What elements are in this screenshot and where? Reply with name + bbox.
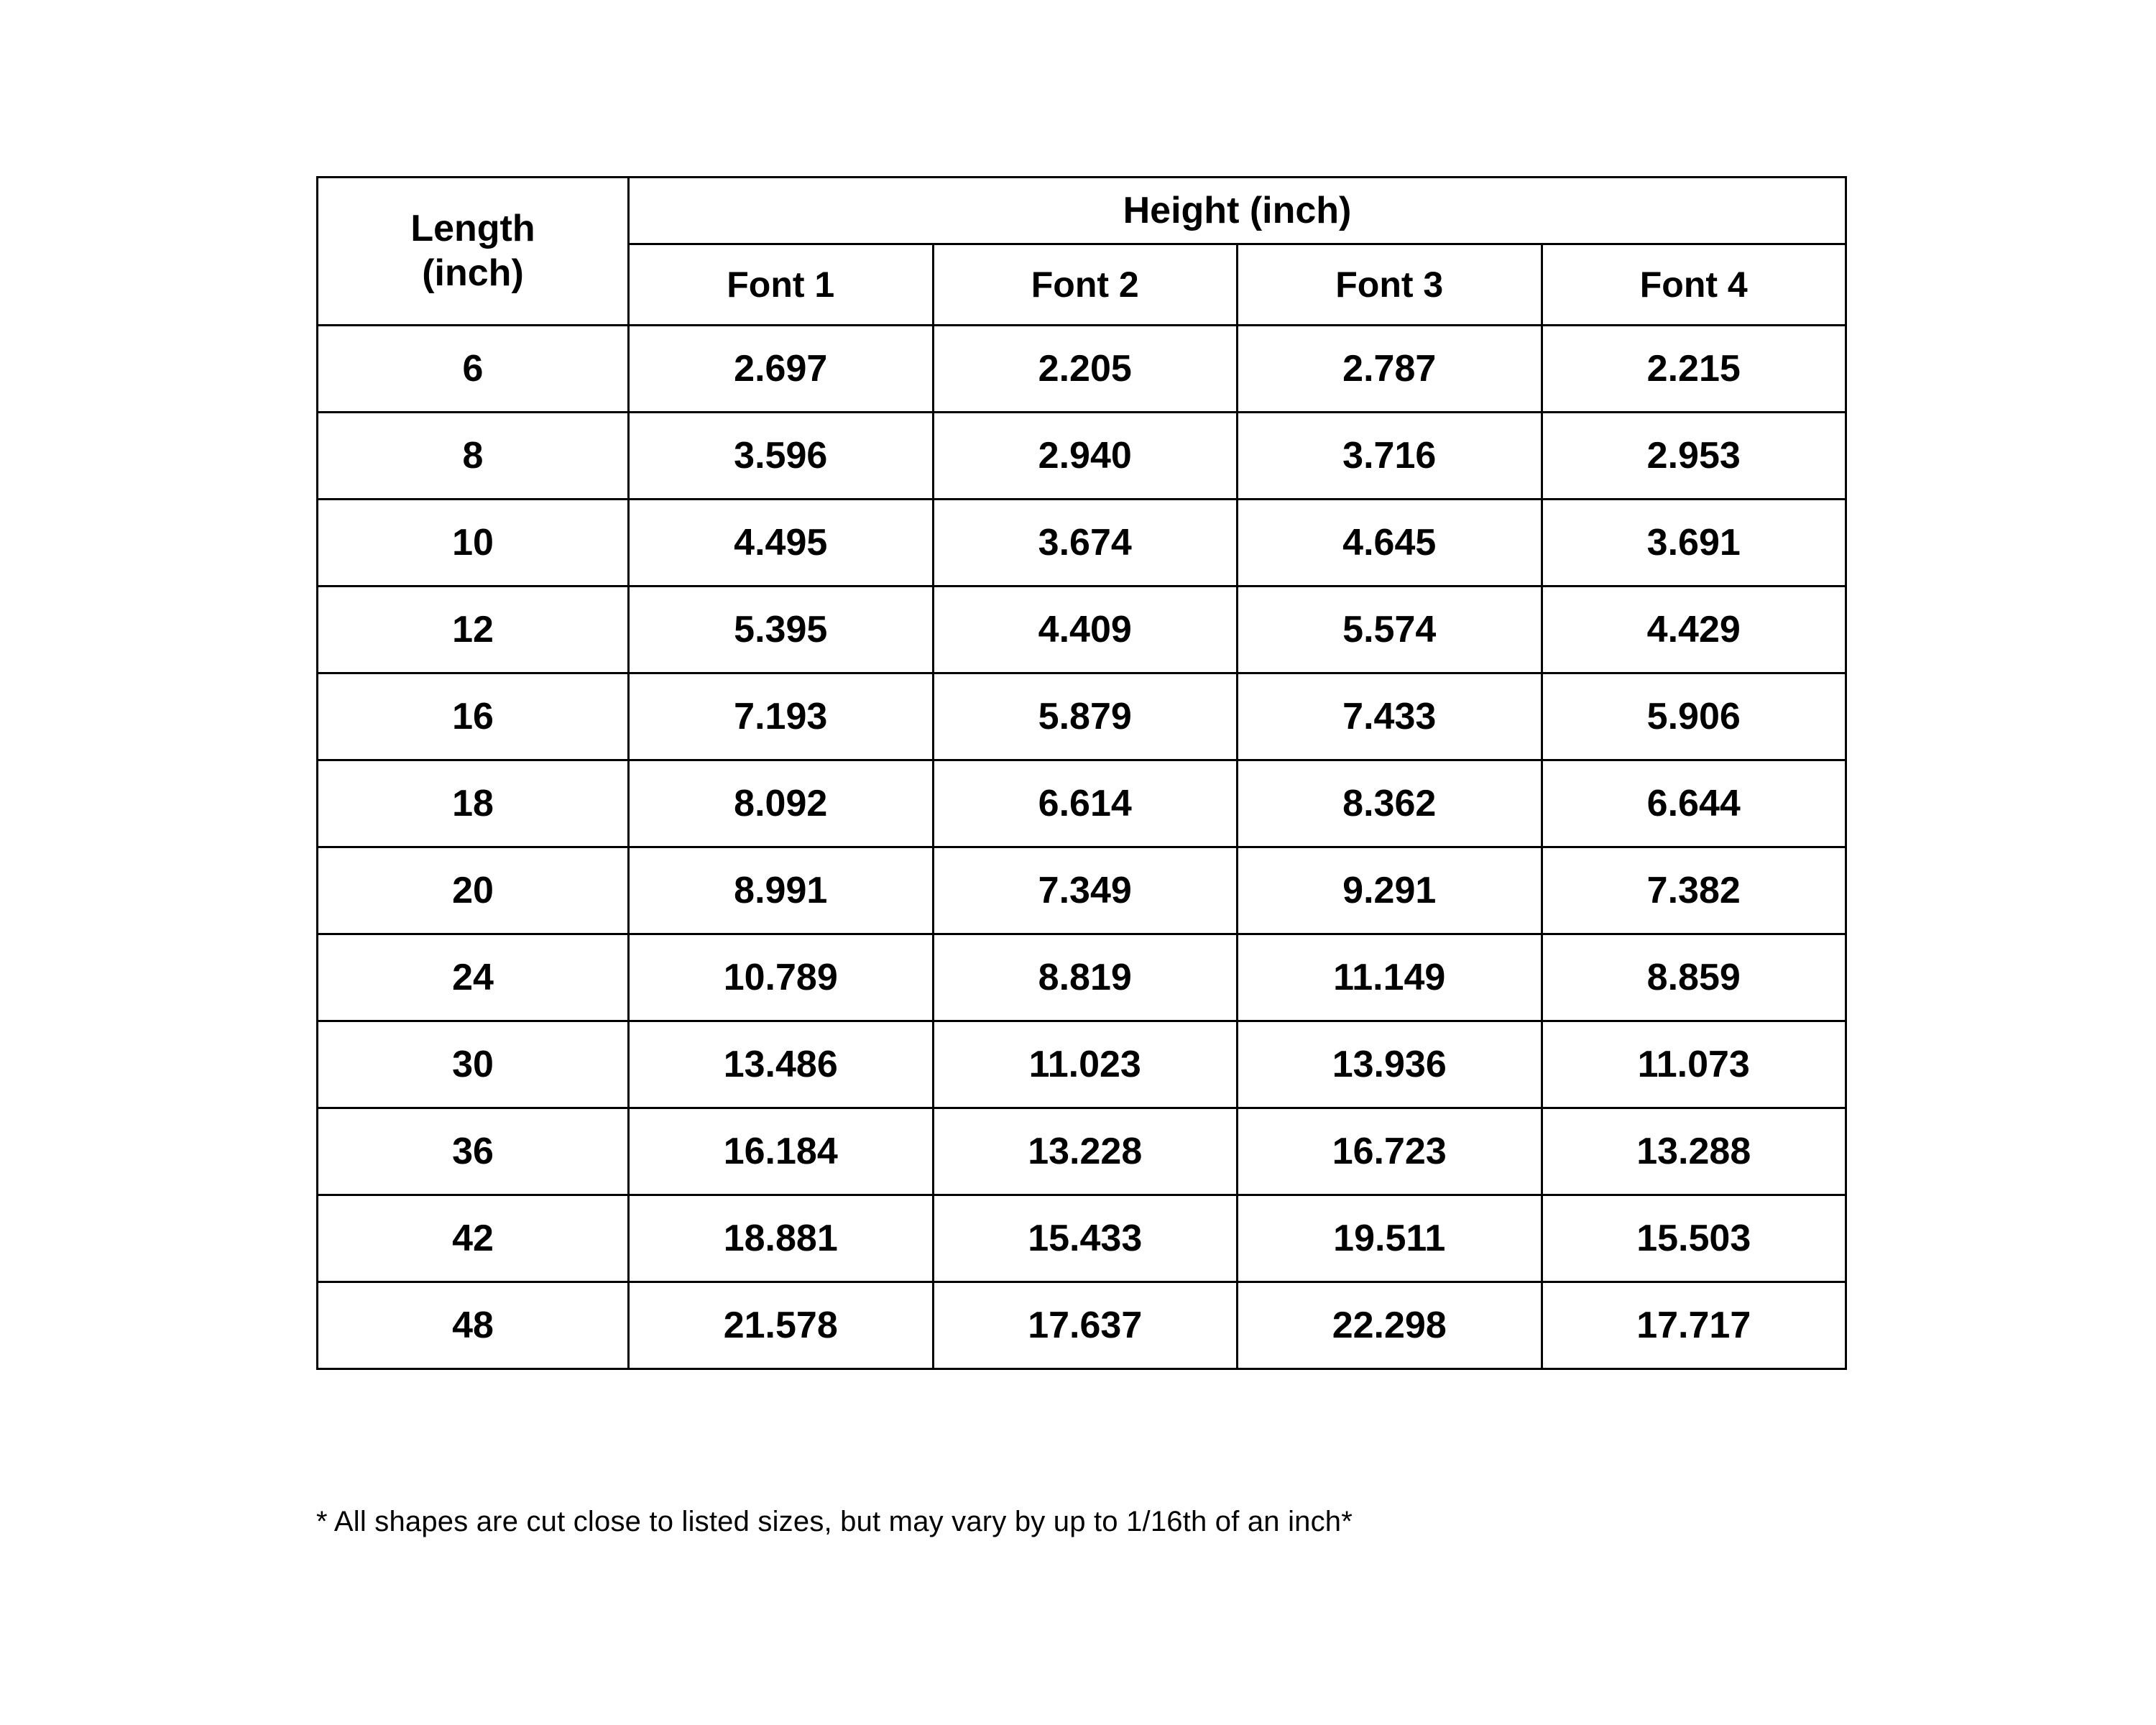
cell-length: 16 xyxy=(318,673,629,760)
table-row xyxy=(318,586,1846,673)
cell-font-3: 8.362 xyxy=(1238,760,1542,847)
cell-font-1: 4.495 xyxy=(629,500,934,586)
cell-length: 18 xyxy=(318,760,629,847)
cell-font-3: 2.787 xyxy=(1238,326,1542,413)
cell-length: 20 xyxy=(318,847,629,934)
size-chart-table xyxy=(316,176,1847,1370)
cell-font-4: 13.288 xyxy=(1542,1108,1846,1195)
cell-font-4: 6.644 xyxy=(1542,760,1846,847)
table-row xyxy=(318,673,1846,760)
cell-length: 30 xyxy=(318,1021,629,1108)
cell-font-2: 7.349 xyxy=(933,847,1238,934)
column-header-font-2: Font 2 xyxy=(933,244,1238,326)
table-row xyxy=(318,1108,1846,1195)
cell-font-4: 2.953 xyxy=(1542,413,1846,500)
cell-font-2: 17.637 xyxy=(933,1282,1238,1369)
cell-font-4: 3.691 xyxy=(1542,500,1846,586)
cell-font-4: 11.073 xyxy=(1542,1021,1846,1108)
cell-font-3: 9.291 xyxy=(1238,847,1542,934)
cell-font-2: 6.614 xyxy=(933,760,1238,847)
table-body xyxy=(318,326,1846,1369)
cell-font-2: 15.433 xyxy=(933,1195,1238,1282)
cell-font-1: 3.596 xyxy=(629,413,934,500)
cell-length: 48 xyxy=(318,1282,629,1369)
cell-font-2: 3.674 xyxy=(933,500,1238,586)
cell-font-4: 5.906 xyxy=(1542,673,1846,760)
cell-font-2: 13.228 xyxy=(933,1108,1238,1195)
cell-font-3: 3.716 xyxy=(1238,413,1542,500)
column-group-header-height: Height (inch) xyxy=(629,178,1846,244)
length-header-line2: (inch) xyxy=(422,252,524,294)
table-header-row-group xyxy=(318,178,1846,244)
cell-length: 24 xyxy=(318,934,629,1021)
column-header-font-1: Font 1 xyxy=(629,244,934,326)
length-header-line1: Length xyxy=(410,208,535,250)
table-row xyxy=(318,1021,1846,1108)
cell-length: 42 xyxy=(318,1195,629,1282)
cell-length: 36 xyxy=(318,1108,629,1195)
column-header-font-3: Font 3 xyxy=(1238,244,1542,326)
cell-font-3: 16.723 xyxy=(1238,1108,1542,1195)
cell-font-2: 11.023 xyxy=(933,1021,1238,1108)
cell-font-3: 4.645 xyxy=(1238,500,1542,586)
table-row xyxy=(318,760,1846,847)
table-row xyxy=(318,500,1846,586)
cell-font-1: 10.789 xyxy=(629,934,934,1021)
table-row xyxy=(318,1195,1846,1282)
cell-font-1: 16.184 xyxy=(629,1108,934,1195)
cell-font-2: 5.879 xyxy=(933,673,1238,760)
cell-font-2: 2.205 xyxy=(933,326,1238,413)
size-chart-table-container xyxy=(316,176,1847,1370)
cell-font-2: 4.409 xyxy=(933,586,1238,673)
cell-length: 12 xyxy=(318,586,629,673)
cell-length: 8 xyxy=(318,413,629,500)
table-row xyxy=(318,1282,1846,1369)
cell-font-4: 4.429 xyxy=(1542,586,1846,673)
cell-font-4: 8.859 xyxy=(1542,934,1846,1021)
cell-font-1: 7.193 xyxy=(629,673,934,760)
cell-font-4: 7.382 xyxy=(1542,847,1846,934)
cell-font-3: 13.936 xyxy=(1238,1021,1542,1108)
cell-font-4: 17.717 xyxy=(1542,1282,1846,1369)
footnote-text: * All shapes are cut close to listed sizes, but may vary by up to 1/16th of an inch* xyxy=(316,1506,1353,1537)
table-row xyxy=(318,413,1846,500)
cell-font-2: 2.940 xyxy=(933,413,1238,500)
cell-font-1: 13.486 xyxy=(629,1021,934,1108)
table-header xyxy=(318,178,1846,326)
cell-length: 10 xyxy=(318,500,629,586)
cell-font-1: 8.991 xyxy=(629,847,934,934)
cell-font-2: 8.819 xyxy=(933,934,1238,1021)
cell-font-3: 22.298 xyxy=(1238,1282,1542,1369)
cell-font-3: 11.149 xyxy=(1238,934,1542,1021)
table-row xyxy=(318,326,1846,413)
table-row xyxy=(318,934,1846,1021)
cell-font-3: 7.433 xyxy=(1238,673,1542,760)
column-header-length xyxy=(318,178,629,326)
cell-font-1: 21.578 xyxy=(629,1282,934,1369)
cell-font-3: 19.511 xyxy=(1238,1195,1542,1282)
cell-font-1: 5.395 xyxy=(629,586,934,673)
table-row xyxy=(318,847,1846,934)
cell-font-1: 2.697 xyxy=(629,326,934,413)
cell-font-4: 2.215 xyxy=(1542,326,1846,413)
column-header-font-4: Font 4 xyxy=(1542,244,1846,326)
cell-length: 6 xyxy=(318,326,629,413)
cell-font-1: 18.881 xyxy=(629,1195,934,1282)
cell-font-1: 8.092 xyxy=(629,760,934,847)
cell-font-3: 5.574 xyxy=(1238,586,1542,673)
cell-font-4: 15.503 xyxy=(1542,1195,1846,1282)
